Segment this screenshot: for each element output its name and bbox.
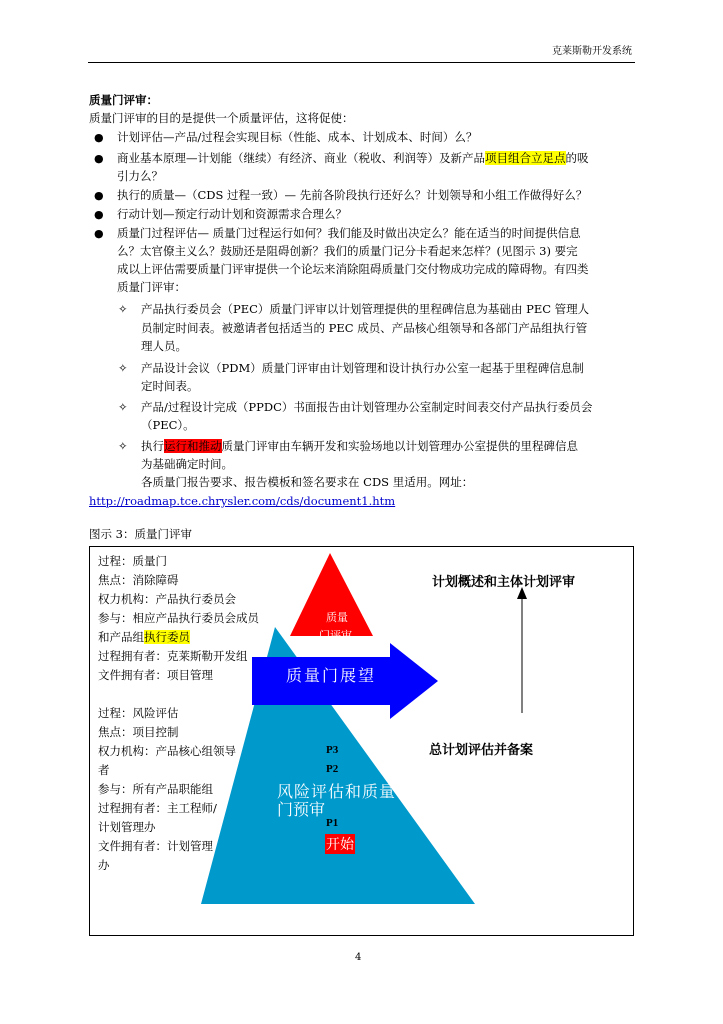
risk-focus-label: 焦点：项目控制 (98, 725, 179, 739)
diamond-bullet: ✧ (118, 302, 128, 316)
red-label-2: 门评审 (319, 629, 352, 642)
right-bottom-label: 总计划评估并备案 (429, 743, 534, 758)
bullet-execution-quality: 执行的质量—（CDS 过程一致）— 先前各阶段执行还好么？计划领导和小组工作做得好么？ (117, 188, 588, 202)
highlight-exec-committee: 执行委员 (144, 630, 190, 644)
gate-process-owner: 过程拥有者：克莱斯勒开发组 (98, 649, 248, 663)
sub-ppdc-1: 产品/过程设计完成（PPDC）书面报告由计划管理办公室制定时间表交付产品执行委员会 (141, 400, 593, 414)
sub-pdm-1: 产品设计会议（PDM）质量门评审由计划管理和设计执行办公室一起基于里程碑信息制 (141, 361, 584, 375)
note-text: 各质量门报告要求、报告模板和签名要求在 CDS 里适用。网址： (141, 475, 474, 489)
start-label: 开始 (325, 834, 355, 854)
bullet-business-rationale: 商业基本原理—计划能（继续）有经济、商业（税收、利润等）及新产品项目组合立足点的吸 (117, 151, 589, 165)
intro-text: 质量门评审的目的是提供一个质量评估，这将促使： (89, 111, 354, 125)
bullet-action-plan: 行动计划—预定行动计划和资源需求合理么？ (117, 207, 347, 221)
highlight-launch: 运行和推动 (164, 439, 222, 453)
sub-pdm-2: 定时间表。 (141, 379, 199, 393)
risk-document-owner-cont: 办 (98, 858, 110, 872)
arrow-label: 质量门展望 (286, 666, 377, 685)
gate-authority-label: 权力机构：产品执行委员会 (98, 592, 236, 606)
sub-launch-2: 为基础确定时间。 (141, 457, 233, 471)
bullet-gate-process-4: 质量门评审： (117, 280, 186, 294)
figure-caption: 图示 3：质量门评审 (89, 527, 192, 541)
red-label-1: 质量 (326, 611, 348, 624)
sub-pec-2: 员制定时间表。被邀请者包括适当的 PEC 成员、产品核心组领导和各部门产品组执行管 (141, 321, 588, 335)
highlight-portfolio: 项目组合立足点 (485, 151, 566, 165)
cds-document-link[interactable]: http://roadmap.tce.chrysler.com/cds/document1.htm (89, 494, 396, 508)
gate-focus-label: 焦点：消除障碍 (98, 573, 179, 587)
gate-document-owner: 文件拥有者：项目管理 (98, 668, 213, 682)
diamond-bullet: ✧ (118, 400, 128, 414)
risk-process-owner-cont: 计划管理办 (98, 820, 156, 834)
risk-participants-label: 参与：所有产品职能组 (98, 782, 213, 796)
risk-process-label: 过程：风险评估 (98, 706, 179, 720)
risk-process-owner: 过程拥有者：主工程师/ (98, 801, 217, 815)
risk-authority-label: 权力机构：产品核心组领导 (98, 744, 236, 758)
bullet-gate-process-1: 质量门过程评估— 质量门过程运行如何？我们能及时做出决定么？能在适当的时间提供信息 (117, 226, 581, 240)
risk-document-owner: 文件拥有者：计划管理 (98, 839, 213, 853)
bullet-plan-assessment: 计划评估—产品/过程会实现目标（性能、成本、计划成本、时间）么？ (117, 130, 478, 144)
page-number: 4 (355, 952, 362, 963)
gate-participants-cont: 和产品组执行委员 (98, 630, 190, 644)
bullet-business-rationale-cont: 引力么？ (117, 169, 163, 183)
sub-pec-3: 理人员。 (141, 339, 187, 353)
milestone-p2: P2 (326, 763, 339, 775)
bullet-dot: ● (94, 227, 104, 240)
sub-pec-1: 产品执行委员会（PEC）质量门评审以计划管理提供的里程碑信息为基础由 PEC 管理人 (141, 302, 590, 316)
blue-label-2: 门预审 (277, 800, 326, 819)
bullet-dot: ● (94, 189, 104, 202)
risk-authority-cont: 者 (98, 763, 110, 777)
figure-quality-gate (89, 546, 634, 936)
diamond-bullet: ✧ (118, 439, 128, 453)
bullet-dot: ● (94, 208, 104, 221)
right-top-label: 计划概述和主体计划评审 (432, 575, 576, 590)
document-header: 克莱斯勒开发系统 (552, 46, 632, 57)
gate-participants-label: 参与：相应产品执行委员会成员 (98, 611, 259, 625)
sub-ppdc-2: （PEC）。 (141, 418, 195, 432)
bullet-gate-process-3: 成以上评估需要质量门评审提供一个论坛来消除阻碍质量门交付物成功完成的障碍物。有四类 (117, 262, 589, 276)
header-rule (88, 62, 635, 63)
sub-launch-1: 执行运行和推动质量门评审由车辆开发和实验场地以计划管理办公室提供的里程碑信息 (141, 439, 578, 453)
milestone-p3: P3 (326, 744, 339, 756)
bullet-gate-process-2: 么？太官僚主义么？鼓励还是阻碍创新？我们的质量门记分卡看起来怎样？(见图示 3) 要完 (117, 244, 578, 258)
bullet-dot: ● (94, 131, 104, 144)
diamond-bullet: ✧ (118, 361, 128, 375)
milestone-p1: P1 (326, 817, 339, 829)
bullet-dot: ● (94, 152, 104, 165)
gate-process-label: 过程：质量门 (98, 554, 167, 568)
blue-label-1: 风险评估和质量 (277, 782, 397, 801)
section-title: 质量门评审： (89, 93, 158, 107)
